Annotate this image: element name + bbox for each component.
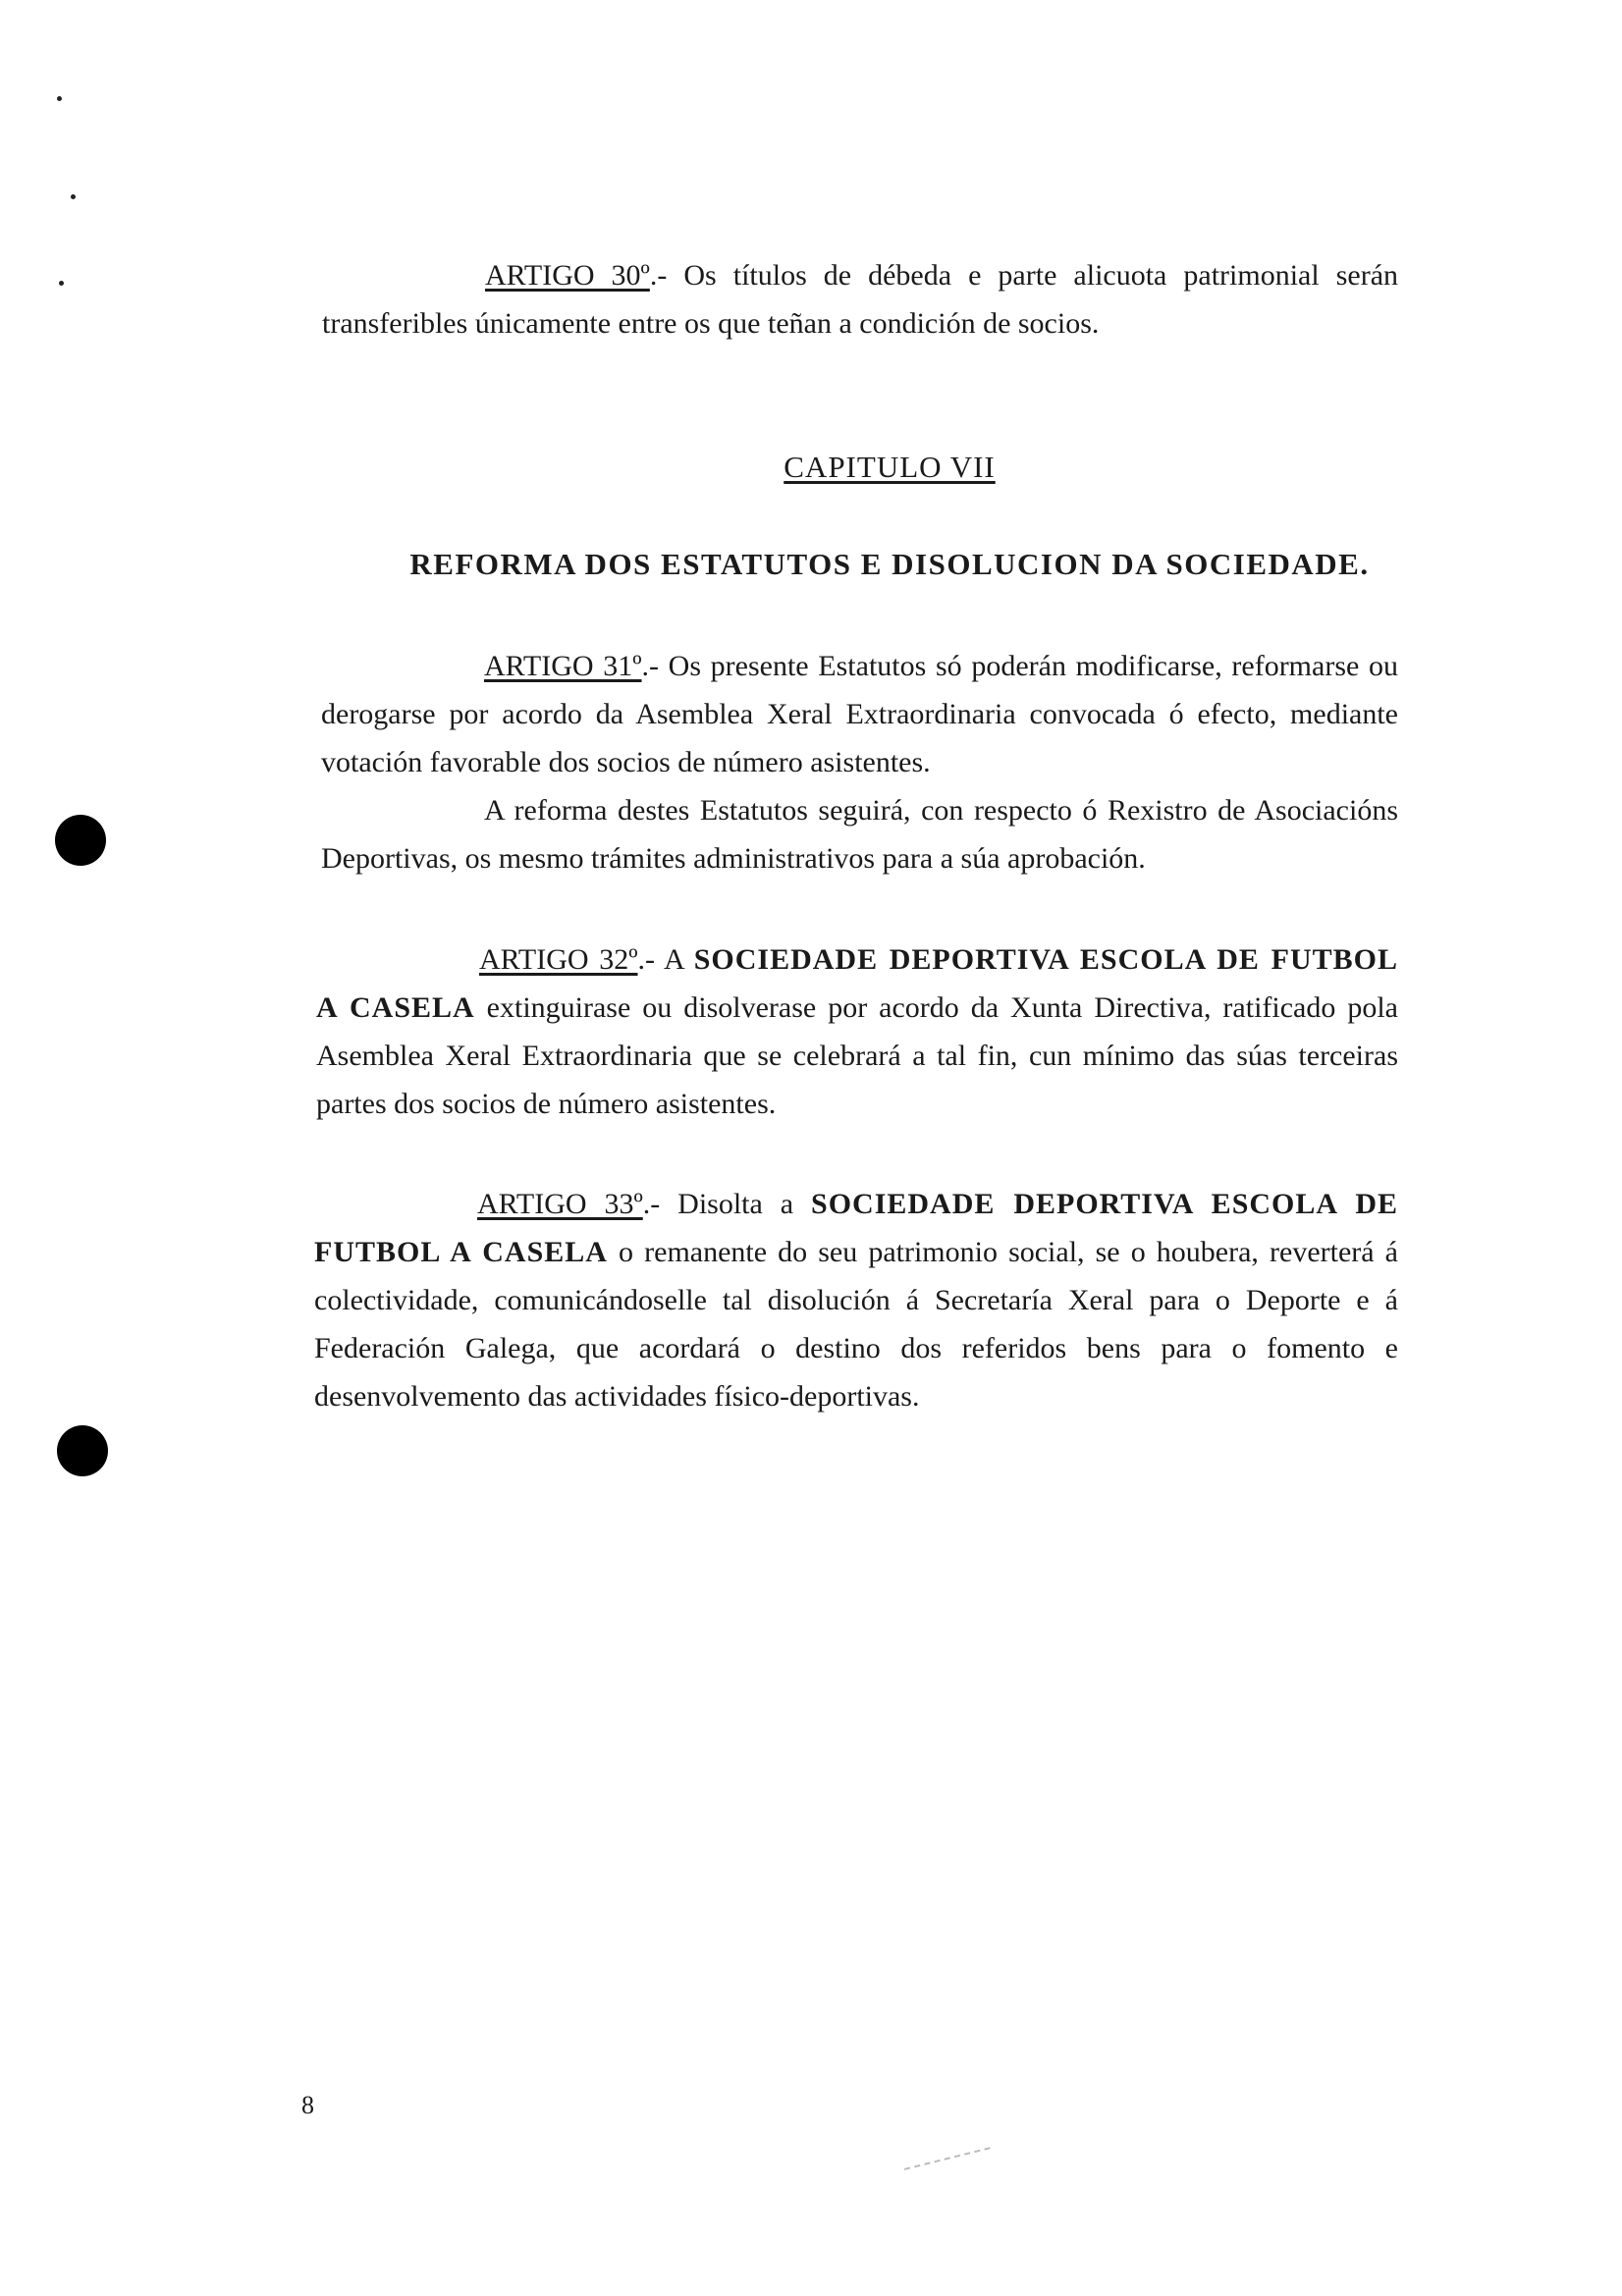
article-32 [316, 935, 1398, 1128]
article-30-text: .- Os títulos de débeda e parte alicuota patrimonial serán transferibles únicamente entre os que teñan a condición de socios. [322, 259, 1399, 340]
article-30-label: ARTIGO 30º [485, 259, 650, 292]
scan-speck [57, 96, 62, 101]
article-33 [314, 1180, 1398, 1420]
section-title: REFORMA DOS ESTATUTOS E DISOLUCION DA SOCIEDADE. [409, 547, 1370, 581]
article-33-pre: .- Disolta a [642, 1188, 812, 1220]
article-31-text-2: A reforma destes Estatutos seguirá, con respecto ó Rexistro de Asociacións Deportivas, os mesmo trámites administrativos para a súa aprobación. [321, 794, 1398, 875]
article-31-label: ARTIGO 31º [484, 650, 642, 682]
scan-speck [59, 281, 64, 286]
punch-hole-bottom [57, 1425, 108, 1476]
page-number: 8 [301, 2091, 314, 2119]
article-32-text: extinguirase ou disolverase por acordo da Xunta Directiva, ratificado pola Asemblea Xeral Extraordinaria que se celebrará a tal fin, cun mínimo das súas terceiras partes dos socios de número asistentes. [316, 991, 1398, 1120]
article-31-text: .- Os presente Estatutos só poderán modificarse, reformarse ou derogarse por acordo da Asemblea Xeral Extraordinaria convocada ó efecto, mediante votación favorable dos socios de número asistentes. [321, 650, 1398, 778]
punch-hole-top [55, 815, 106, 866]
chapter-title: CAPITULO VII [784, 450, 996, 484]
club-name: SOCIEDADE DEPORTIVA ESCOLA DE FUTBOL A CASELA [316, 943, 1398, 1024]
article-32-label: ARTIGO 32º [479, 943, 638, 976]
article-31 [321, 642, 1398, 882]
article-33-text: o remanente do seu patrimonio social, se o houbera, reverterá á colectividade, comunicándoselle tal disolución á Secretaría Xeral para o Deporte e á Federación Galega, que acordará o destino dos referidos bens para o fomento e desenvolvemento das actividades físico-deportivas. [314, 1236, 1398, 1413]
chapter-heading [79, 450, 1622, 485]
article-33-label: ARTIGO 33º [477, 1188, 643, 1220]
scan-mark [904, 2147, 991, 2172]
club-name: SOCIEDADE DEPORTIVA ESCOLA DE FUTBOL A CASELA [314, 1188, 1399, 1268]
article-32-pre: .- A [637, 943, 694, 976]
article-30 [322, 251, 1398, 347]
scan-speck [71, 194, 76, 199]
